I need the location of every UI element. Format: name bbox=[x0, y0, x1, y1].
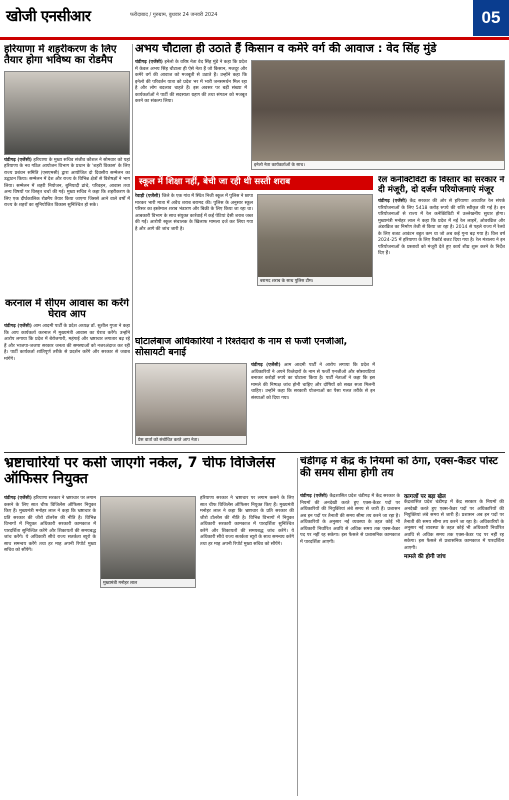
body-abhay-chautala: चंडीगढ़ (एजेंसी) इनेलो के वरिष्ठ नेता वेद सिंह मुंडे ने कहा कि प्रदेश में केवल अभय सिंह चौटाला ही ऐसे नेता हैं जो किसान, मजदूर और कमेरे वर्ग की आवाज को मजबूती से उठाते हैं। उन्होंने कहा कि इनेलो की परिवर्तन यात्रा को प्रदेश भर में भारी जनसमर्थन मिल रहा है और लोग बदलाव चाहते हैं। इस अवसर पर बड़ी संख्या में कार्यकर्ताओं ने पार्टी की सदस्यता ग्रहण की तथा संगठन को मजबूत करने का संकल्प लिया। bbox=[135, 60, 247, 105]
section-divider bbox=[4, 452, 505, 453]
dateline-rail-connectivity: चंडीगढ़ (एजेंसी) bbox=[378, 199, 407, 205]
body-rail-connectivity: चंडीगढ़ (एजेंसी) केंद्र सरकार की ओर से हरियाणा आधारित रेल संपर्क परियोजनाओं के लिए 5418 करोड़ रुपये की राशि स्वीकृत की गई है। इन परियोजनाओं से राज्य में रेल कनेक्टिविटी में उल्लेखनीय सुधार होगा। मुख्यमंत्री मनोहर लाल ने कहा कि प्रदेश में नई रेल लाइनें, ओवरब्रिज और अंडरब्रिज का निर्माण तेजी से किया जा रहा है। 2014 से पहले राज्य में रेलवे के लिए बजट आवंटन बहुत कम था जो अब कई गुना बढ़ गया है। वित्त वर्ष 2024-25 में हरियाणा के लिए रिकॉर्ड बजट दिया गया है। रेल मंत्रालय ने इन परियोजनाओं के प्रस्तावों को मंजूरी देते हुए कार्य शीघ्र शुरू करने के निर्देश दिए हैं। bbox=[378, 199, 505, 257]
photo-school-liquor bbox=[257, 194, 373, 286]
dateline-vigilance-officers: चंडीगढ़ (एजेंसी) bbox=[4, 496, 32, 501]
dateline-chandigarh-excadre: चंडीगढ़ (एजेंसी) bbox=[300, 494, 328, 499]
body-fake-ngo: चंडीगढ़ (एजेंसी) आम आदमी पार्टी ने आरोप लगाया कि प्रदेश में अधिकारियों ने अपने रिश्तेदारों के नाम से फर्जी एनजीओ और सोसायटियां बनाकर करोड़ों रुपये का घोटाला किया है। पार्टी नेताओं ने कहा कि इस मामले की निष्पक्ष जांच होनी चाहिए और दोषियों को सख्त सजा मिलनी चाहिए। उन्होंने कहा कि सरकारी योजनाओं का पैसा गलत तरीके से इन संस्थाओं को दिया गया। bbox=[251, 363, 375, 401]
column-rule-bottom bbox=[297, 458, 298, 796]
story-abhay-chautala bbox=[135, 42, 505, 172]
body-vigilance-officers: चंडीगढ़ (एजेंसी) हरियाणा सरकार ने भ्रष्टाचार पर लगाम कसने के लिए सात चीफ विजिलेंस ऑफिसर नियुक्त किए हैं। मुख्यमंत्री मनोहर लाल ने कहा कि भ्रष्टाचार के प्रति सरकार की जीरो टॉलरेंस की नीति है। विभिन्न विभागों में नियुक्त अधिकारी सरकारी कामकाज में पारदर्शिता सुनिश्चित करेंगे और शिकायतों की समयबद्ध जांच करेंगे। ये अधिकारी सीधे राज्य सतर्कता ब्यूरो के साथ समन्वय करेंगे तथा हर माह अपनी रिपोर्ट मुख्य सचिव को सौंपेंगे। bbox=[4, 496, 96, 554]
story-vigilance-officers bbox=[4, 456, 294, 796]
page-number: 05 bbox=[473, 0, 509, 36]
masthead-dateline: फरीदाबाद / गुरुग्राम, बुधवार 24 जनवरी 2024 bbox=[130, 12, 218, 18]
subhead-paper-game: कागजों पर बड़ा खेल bbox=[404, 494, 446, 500]
body-chandigarh-col2: कागजों पर बड़ा खेल केंद्रशासित प्रदेश चंडीगढ़ में केंद्र सरकार के नियमों की अनदेखी करते हुए एक्स-कैडर पदों पर अधिकारियों की नियुक्तियां लंबे समय से जारी हैं। प्रशासन अब इन पदों पर तैनाती की समय सीमा तय करने जा रहा है। अधिकारियों के अनुसार नई व्यवस्था के तहत कोई भी अधिकारी निर्धारित अवधि से अधिक समय तक एक्स-कैडर पद पर नहीं रह सकेगा। इस फैसले से प्रशासनिक कामकाज में पारदर्शिता आएगी। मामले की होगी जांच bbox=[404, 494, 504, 561]
dateline-school-liquor: रेवाड़ी (एजेंसी) bbox=[135, 194, 161, 199]
body-urbanization: चंडीगढ़ (एजेंसी) हरियाणा के मुख्य सचिव संजीव कौशल ने सोमवार को यहां हरियाणा के नव गठित आयोजन विभाग के प्रधान के 'शहरी विकास' के लिए राज्य प्रबंधन समिति (एसएमसी) द्वारा आयोजित दो दिवसीय सम्मेलन का उद्घाटन किया। सम्मेलन में देश और राज्य के विभिन्न क्षेत्रों से विशेषज्ञों ने भाग लिया। सम्मेलन में शहरी नियोजन, बुनियादी ढांचे, परिवहन, आवास तथा अन्य विषयों पर विस्तृत चर्चा की गई। मुख्य सचिव ने कहा कि शहरीकरण के लिए एक दीर्घकालिक रोडमैप तैयार किया जाएगा जिससे आने वाले वर्षों में राज्य के शहरों का सुनियोजित विकास सुनिश्चित हो सके। bbox=[4, 157, 130, 209]
caption-abhay-chautala: इनेलो नेता कार्यकर्ताओं के साथ। bbox=[252, 161, 504, 169]
headline-karnal-protest: करनाल में सीएम आवास का करेंगे घेराव आप bbox=[5, 298, 129, 321]
headline-vigilance-officers: भ्रष्टाचारियों पर कसी जाएगी नकेल, 7 चीफ विजिलेंस ऑफिसर नियुक्त bbox=[4, 456, 275, 487]
masthead bbox=[0, 0, 509, 40]
column-rule bbox=[132, 44, 133, 444]
body-vigilance-col2: हरियाणा सरकार ने भ्रष्टाचार पर लगाम कसने के लिए सात चीफ विजिलेंस ऑफिसर नियुक्त किए हैं। मुख्यमंत्री मनोहर लाल ने कहा कि भ्रष्टाचार के प्रति सरकार की जीरो टॉलरेंस की नीति है। विभिन्न विभागों में नियुक्त अधिकारी सरकारी कामकाज में पारदर्शिता सुनिश्चित करेंगे और शिकायतों की समयबद्ध जांच करेंगे। ये अधिकारी सीधे राज्य सतर्कता ब्यूरो के साथ समन्वय करेंगे तथा हर माह अपनी रिपोर्ट मुख्य सचिव को सौंपेंगे। bbox=[200, 496, 294, 547]
headline-rail-connectivity: रेल कनेक्टिविटी के विस्तार को सरकार ने दी मंजूरी, दो दर्जन परियोजनाएं मंजूर bbox=[378, 176, 505, 195]
photo-abhay-chautala bbox=[251, 60, 505, 170]
caption-school-liquor: बरामद शराब के साथ पुलिस टीम। bbox=[258, 277, 372, 285]
story-school-liquor bbox=[135, 176, 373, 334]
body-school-liquor: रेवाड़ी (एजेंसी) जिले के एक गांव में स्थित निजी स्कूल में पुलिस ने छापा मारकर भारी मात्रा में अवैध शराब बरामद की। पुलिस के अनुसार स्कूल परिसर का इस्तेमाल शराब भंडारण और बिक्री के लिए किया जा रहा था। आबकारी विभाग के साथ संयुक्त कार्रवाई में कई पेटियां देसी शराब जब्त की गईं। आरोपी स्कूल संचालक के खिलाफ मामला दर्ज कर लिया गया है और आगे की जांच जारी है। bbox=[135, 194, 253, 232]
caption-manohar-lal: मुख्यमंत्री मनोहर लाल bbox=[101, 579, 195, 587]
headline-urbanization: हरियाणा में शहरीकरण के लिए तैयार होगा भविष्य का रोडमैप bbox=[4, 44, 117, 67]
story-rail-connectivity bbox=[378, 176, 505, 446]
dateline-urbanization: चंडीगढ़ (एजेंसी) bbox=[4, 157, 32, 163]
photo-manohar-lal bbox=[100, 496, 196, 588]
caption-fake-ngo: प्रेस वार्ता को संबोधित करते आप नेता। bbox=[136, 436, 246, 444]
newspaper-logo: खोजी एनसीआर bbox=[6, 7, 91, 25]
subhead-probe: मामले की होगी जांच bbox=[404, 554, 446, 561]
dateline-fake-ngo: चंडीगढ़ (एजेंसी) bbox=[251, 363, 281, 368]
story-fake-ngo bbox=[135, 337, 375, 447]
story-chandigarh-excadre bbox=[300, 456, 505, 796]
dateline-karnal-protest: चंडीगढ़ (एजेंसी) bbox=[4, 324, 32, 330]
headline-school-liquor: स्कूल में शिक्षा नहीं, बेची जा रही थी सस्ती शराब bbox=[135, 176, 373, 190]
body-chandigarh-excadre: चंडीगढ़ (एजेंसी) केंद्रशासित प्रदेश चंडीगढ़ में केंद्र सरकार के नियमों की अनदेखी करते हुए एक्स-कैडर पदों पर अधिकारियों की नियुक्तियां लंबे समय से जारी हैं। प्रशासन अब इन पदों पर तैनाती की समय सीमा तय करने जा रहा है। अधिकारियों के अनुसार नई व्यवस्था के तहत कोई भी अधिकारी निर्धारित अवधि से अधिक समय तक एक्स-कैडर पद पर नहीं रह सकेगा। इस फैसले से प्रशासनिक कामकाज में पारदर्शिता आएगी। bbox=[300, 494, 400, 545]
photo-fake-ngo bbox=[135, 363, 247, 445]
dateline-abhay-chautala: चंडीगढ़ (एजेंसी) bbox=[135, 60, 163, 65]
body-karnal-protest: चंडीगढ़ (एजेंसी) आम आदमी पार्टी के प्रदेश अध्यक्ष डॉ. सुशील गुप्ता ने कहा कि आप कार्यकर्ता करनाल में मुख्यमंत्री आवास का घेराव करेंगे। उन्होंने आरोप लगाया कि प्रदेश में बेरोजगारी, महंगाई और भ्रष्टाचार लगातार बढ़ रहे हैं और भाजपा-जजपा सरकार जनता की समस्याओं को नजरअंदाज कर रही है। पार्टी कार्यकर्ता शांतिपूर्ण तरीके से प्रदर्शन करेंगे और सरकार से जवाब मांगेंगे। bbox=[4, 324, 130, 362]
headline-abhay-chautala: अभय चौटाला ही उठाते हैं किसान व कमेरे वर्ग की आवाज : वेद सिंह मुंडे bbox=[135, 42, 437, 55]
story-karnal-protest bbox=[4, 298, 130, 448]
story-urbanization bbox=[4, 44, 130, 294]
photo-urbanization bbox=[4, 71, 130, 155]
headline-fake-ngo: घोटालेबाज अधिकारियों ने रिश्तेदारों के नाम से फर्जी एनजीओ, सोसायटी बनाई bbox=[135, 337, 348, 358]
headline-chandigarh-excadre: चंडीगढ़ में केंद्र के नियमों को ठेंगा, एक्स-कैडर पोस्ट की समय सीमा होगी तय bbox=[300, 456, 498, 479]
